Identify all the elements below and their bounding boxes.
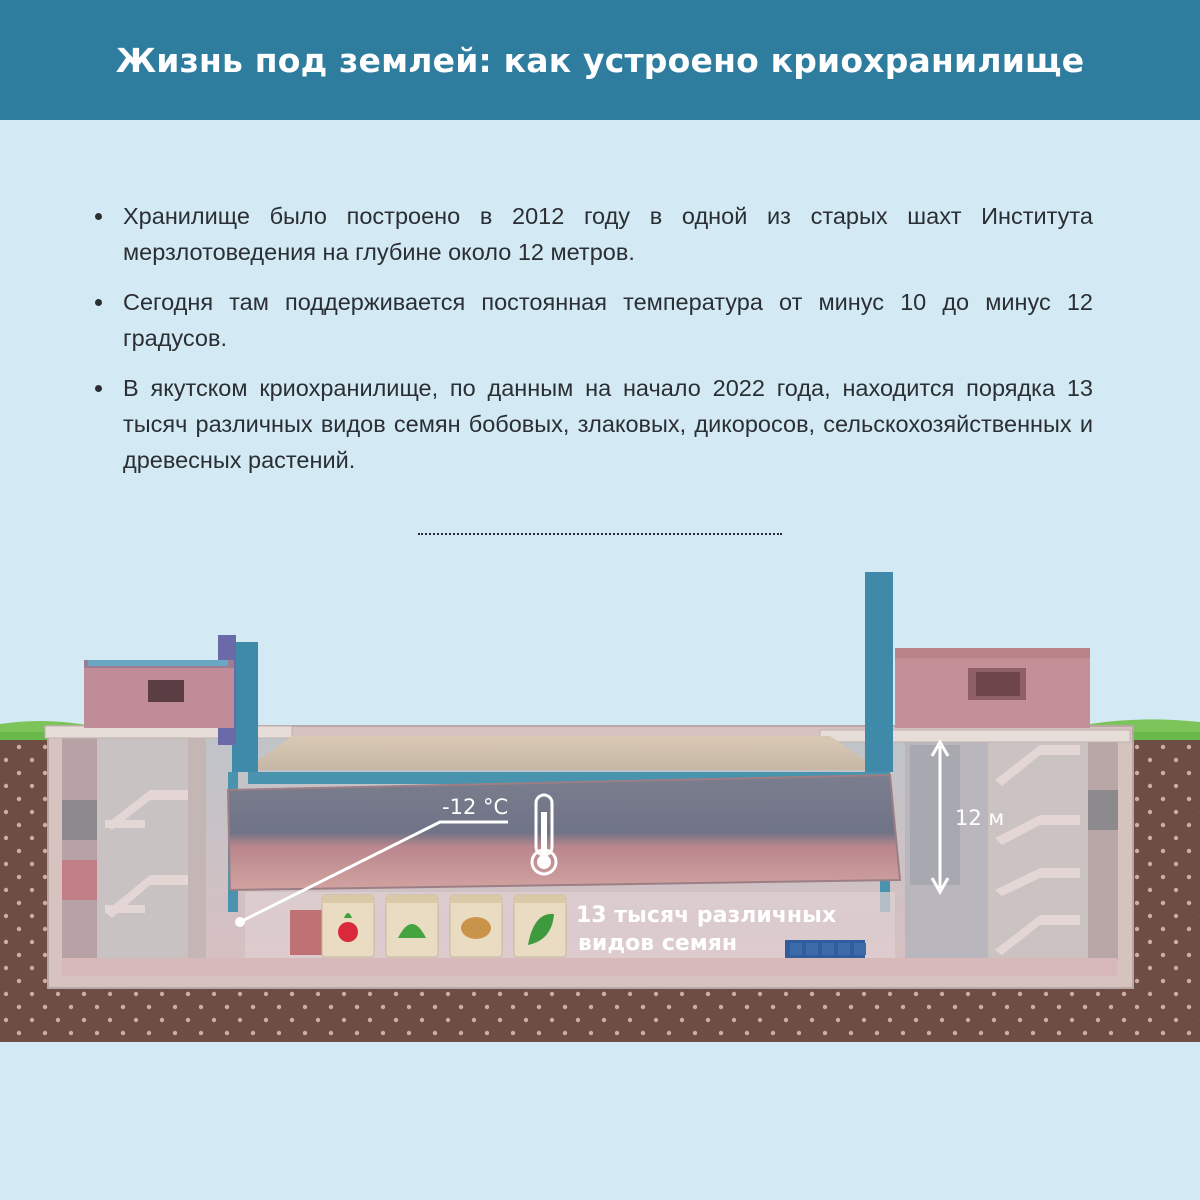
fact-item — [95, 370, 1093, 478]
left-entrance-building — [84, 660, 234, 728]
dotted-divider — [418, 533, 782, 535]
page-title: Жизнь под землей: как устроено криохранилище — [115, 40, 1085, 80]
fact-item — [95, 284, 1093, 356]
bullet-dot-icon — [95, 213, 102, 220]
leaf-icon — [514, 895, 566, 957]
right-entrance-building — [895, 648, 1090, 728]
potato-icon — [450, 895, 502, 957]
bullet-dot-icon — [95, 299, 102, 306]
bullet-dot-icon — [95, 385, 102, 392]
temperature-label: -12 °C — [442, 795, 509, 819]
permafrost-block — [228, 775, 900, 890]
radish-icon — [322, 895, 374, 957]
cryostorage-diagram — [0, 560, 1200, 1060]
seeds-label-line1: 13 тысяч различных — [576, 903, 837, 928]
fact-list — [95, 198, 1093, 492]
fact-text: Сегодня там поддерживается постоянная температура от минус 10 до минус 12 градусов. — [123, 289, 1093, 351]
fact-text: В якутском криохранилище, по данным на начало 2022 года, находится порядка 13 тысяч различных видов семян бобовых, злаковых, дикоросов, сельскохозяйственных и древесных растений. — [123, 375, 1093, 473]
depth-label: 12 м — [955, 806, 1005, 830]
lettuce-icon — [386, 895, 438, 957]
fact-item — [95, 198, 1093, 270]
fact-text: Хранилище было построено в 2012 году в одной из старых шахт Института мерзлотоведения на глубине около 12 метров. — [123, 203, 1093, 265]
header-bar — [0, 0, 1200, 120]
seeds-label-line2: видов семян — [578, 931, 738, 956]
